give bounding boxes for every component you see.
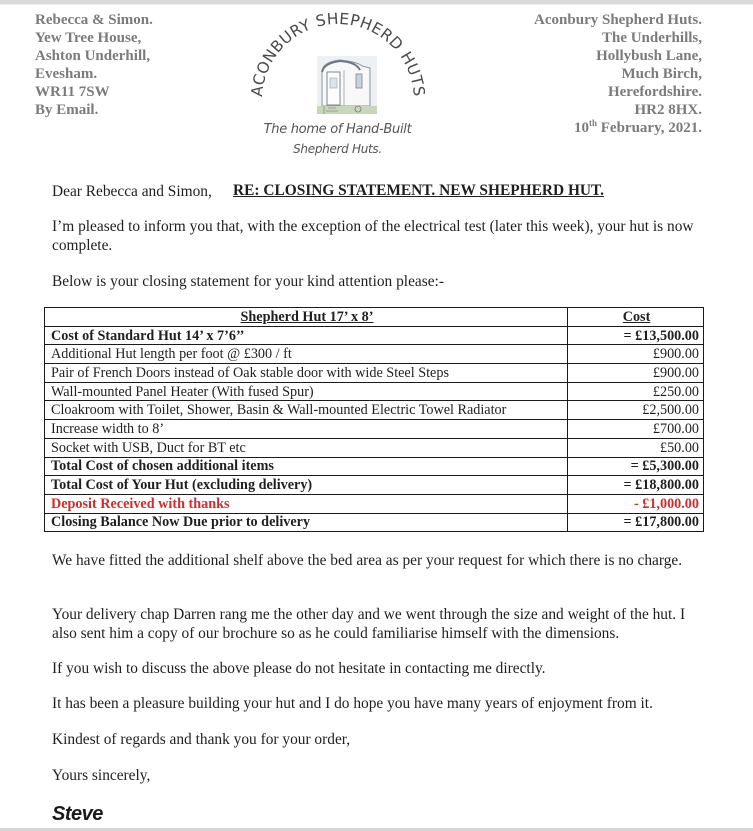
table-row xyxy=(45,494,704,513)
logo-tagline: The home of Hand-Built xyxy=(263,122,412,137)
table-row xyxy=(45,364,704,383)
line-item-cost: = £13,500.00 xyxy=(568,326,704,345)
line-item-description: Total Cost of Your Hut (excluding delivery) xyxy=(45,476,568,495)
column-header-item: Shepherd Hut 17’ x 8’ xyxy=(45,308,568,327)
table-row xyxy=(45,345,704,364)
paragraph-intro: I’m pleased to inform you that, with the exception of the electrical test (later this week), your hut is now complete. xyxy=(52,218,694,254)
line-item-cost: £700.00 xyxy=(568,420,704,439)
table-row xyxy=(45,438,704,457)
recipient-line: By Email. xyxy=(35,102,99,118)
line-item-cost: £2,500.00 xyxy=(568,401,704,420)
line-item-cost: £250.00 xyxy=(568,382,704,401)
recipient-address xyxy=(35,11,153,119)
paragraph-statement-intro: Below is your closing statement for your kind attention please:- xyxy=(52,273,444,290)
recipient-line: Evesham. xyxy=(35,66,98,82)
recipient-line: Ashton Underhill, xyxy=(35,48,151,64)
paragraph-shelf: We have fitted the additional shelf above the bed area as per your request for which there is no charge. xyxy=(52,552,683,569)
line-item-cost: £50.00 xyxy=(568,438,704,457)
line-item-cost: - £1,000.00 xyxy=(568,494,704,513)
salutation: Dear Rebecca and Simon, xyxy=(52,183,212,200)
logo-arc-text: ACONBURY SHEPHERD HUTS xyxy=(247,9,429,98)
date-suffix: th xyxy=(588,118,597,128)
sender-line: HR2 8HX. xyxy=(634,102,702,118)
recipient-line: Yew Tree House, xyxy=(35,30,142,46)
line-item-cost: = £18,800.00 xyxy=(568,476,704,495)
top-border xyxy=(0,0,753,5)
sender-line: The Underhills, xyxy=(601,30,702,46)
line-item-cost: £900.00 xyxy=(568,345,704,364)
signature: Steve xyxy=(52,803,103,825)
line-item-description: Total Cost of chosen additional items xyxy=(45,457,568,476)
date-day: 10 xyxy=(573,120,589,136)
paragraph-pleasure: It has been a pleasure building your hut and I do hope you have many years of enjoyment from it. xyxy=(52,695,653,712)
line-item-cost: = £17,800.00 xyxy=(568,513,704,532)
line-item-cost: £900.00 xyxy=(568,364,704,383)
paragraph-regards: Kindest of regards and thank you for your order, xyxy=(52,731,351,748)
sender-address xyxy=(534,11,702,137)
table-body xyxy=(45,326,704,532)
closing-phrase: Yours sincerely, xyxy=(52,767,151,784)
line-item-cost: = £5,300.00 xyxy=(568,457,704,476)
line-item-description: Deposit Received with thanks xyxy=(45,494,568,513)
column-header-cost: Cost xyxy=(568,308,704,327)
recipient-line: Rebecca & Simon. xyxy=(35,12,153,28)
table-row xyxy=(45,382,704,401)
paragraph-contact: If you wish to discuss the above please do not hesitate in contacting me directly. xyxy=(52,660,546,677)
table-header-row xyxy=(45,308,704,327)
subject-line: RE: CLOSING STATEMENT. NEW SHEPHERD HUT. xyxy=(233,182,605,199)
date-rest: February, 2021. xyxy=(597,120,702,136)
company-logo xyxy=(240,8,435,158)
table-row xyxy=(45,476,704,495)
table-row xyxy=(45,420,704,439)
shepherd-hut-icon xyxy=(317,56,377,114)
recipient-line: WR11 7SW xyxy=(35,84,110,100)
table-row xyxy=(45,401,704,420)
line-item-description: Closing Balance Now Due prior to delivery xyxy=(45,513,568,532)
line-item-description: Cloakroom with Toilet, Shower, Basin & Wall-mounted Electric Towel Radiator xyxy=(45,401,568,420)
sender-line: Much Birch, xyxy=(621,66,702,82)
letter-date xyxy=(534,119,702,137)
sender-line: Hollybush Lane, xyxy=(596,48,702,64)
logo-tagline: Shepherd Huts. xyxy=(293,142,382,156)
table-row xyxy=(45,457,704,476)
closing-statement-table xyxy=(44,307,704,532)
logo-graphic xyxy=(240,8,435,123)
sender-line: Herefordshire. xyxy=(607,84,702,100)
line-item-description: Pair of French Doors instead of Oak stable door with wide Steel Steps xyxy=(45,364,568,383)
line-item-description: Additional Hut length per foot @ £300 / ft xyxy=(45,345,568,364)
table-row xyxy=(45,326,704,345)
table-row xyxy=(45,513,704,532)
paragraph-delivery: Your delivery chap Darren rang me the other day and we went through the size and weight of the hut. I also sent him a copy of our brochure so as he could familiarise himself with the dimensions. xyxy=(52,606,686,642)
line-item-description: Increase width to 8’ xyxy=(45,420,568,439)
line-item-description: Cost of Standard Hut 14’ x 7’6’’ xyxy=(45,326,568,345)
sender-line: Aconbury Shepherd Huts. xyxy=(534,12,702,28)
line-item-description: Wall-mounted Panel Heater (With fused Spur) xyxy=(45,382,568,401)
line-item-description: Socket with USB, Duct for BT etc xyxy=(45,438,568,457)
